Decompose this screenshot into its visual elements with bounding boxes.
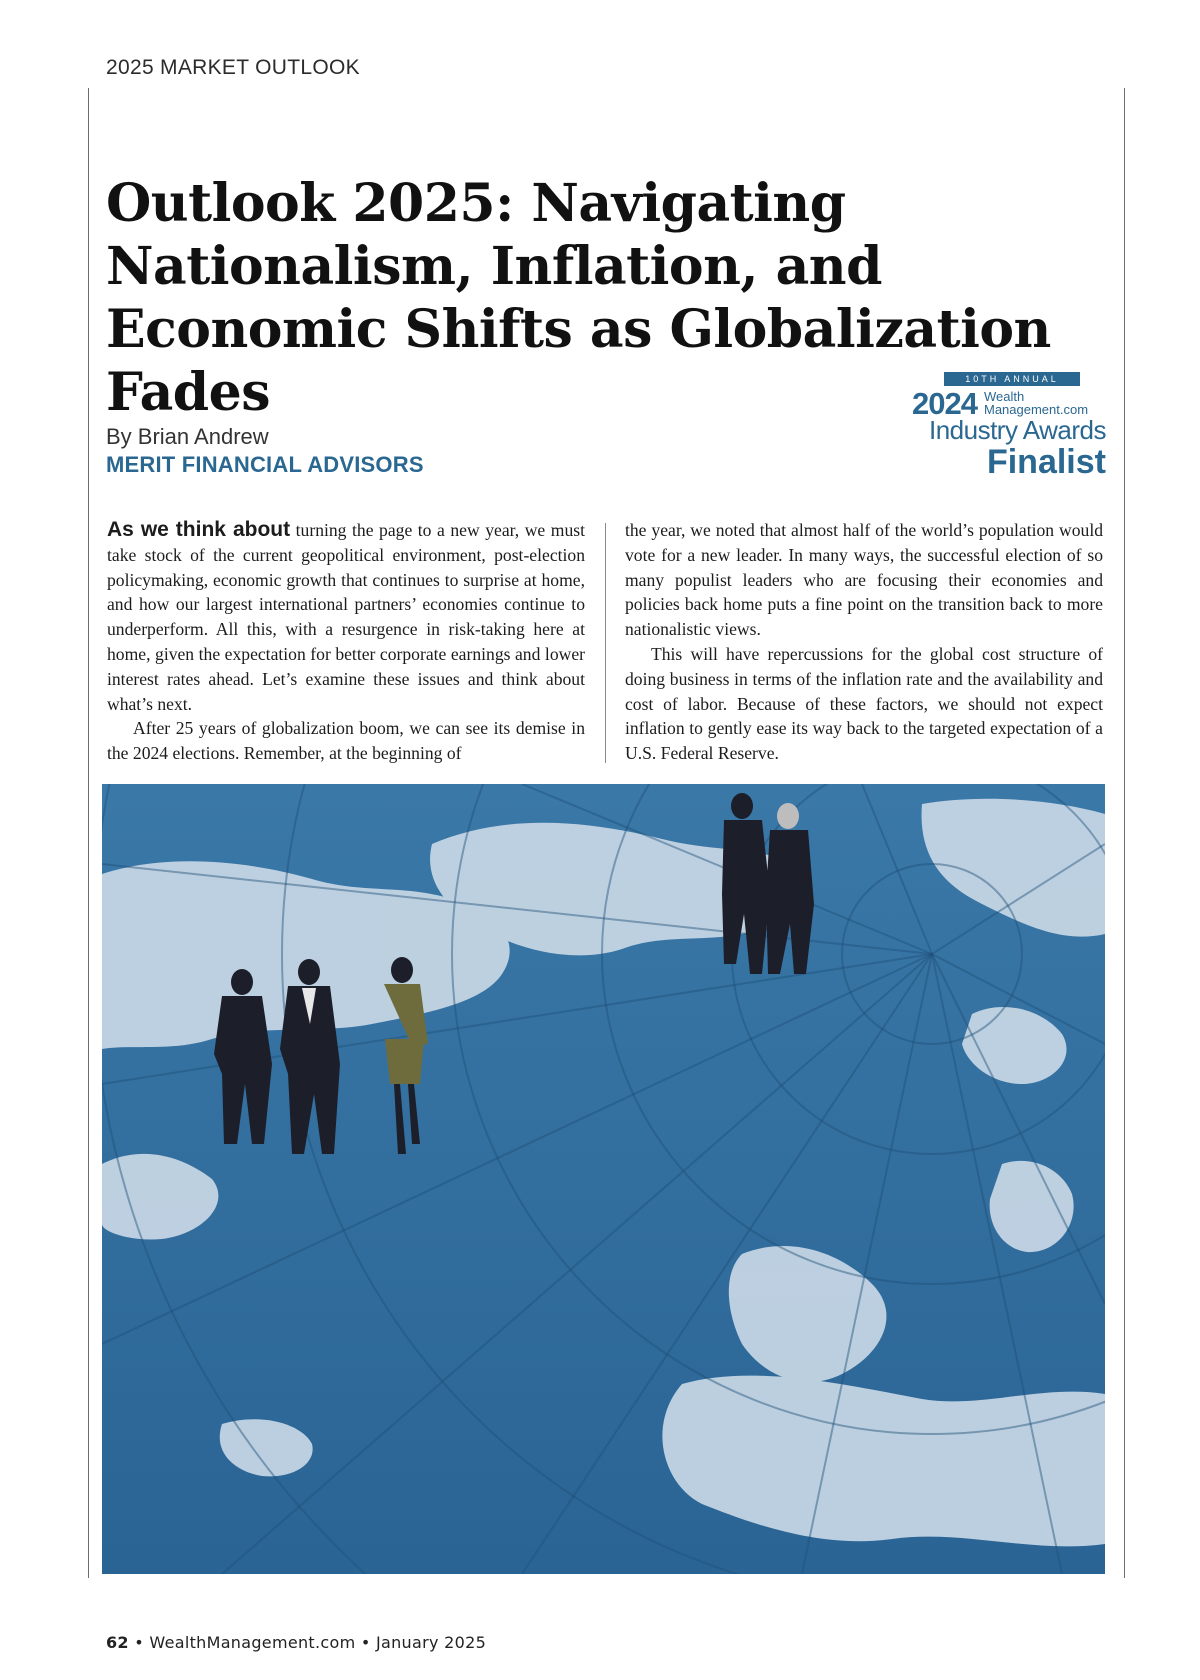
article-column-2 [625, 518, 1103, 766]
feature-photo-world-map [102, 784, 1105, 1574]
article-paragraph: the year, we noted that almost half of the world’s population would vote for a new leader. In many ways, the successful election of so many populist leaders who are focusing their economies and policies back home puts a fine point on the transition back to more nationalistic views. [625, 520, 1103, 640]
paragraph-text: turning the page to a new year, we must take stock of the current geopolitical environment, post-election policymaking, economic growth that continues to surprise at home, and how our largest international partners’ economies continue to underperform. All this, with a resurgence in risk-taking here at home, given the expectation for better corporate earnings and lower interest rates ahead. Let’s examine these issues and think about what’s next. [107, 520, 585, 714]
footer-separator: • [360, 1633, 371, 1652]
article-title: Outlook 2025: Navigating Nationalism, Inflation, and Economic Shifts as Globalization Fades [106, 173, 1051, 423]
page-number: 62 [106, 1633, 129, 1652]
award-brand-line1: Wealth [984, 389, 1025, 404]
column-divider [605, 523, 606, 763]
award-name: Industry Awards [928, 415, 1106, 445]
award-status: Finalist [986, 443, 1106, 481]
section-label: 2025 MARKET OUTLOOK [106, 56, 360, 79]
award-annual-banner: 10TH ANNUAL [944, 372, 1080, 386]
author-organization: MERIT FINANCIAL ADVISORS [106, 452, 424, 477]
article-paragraph: After 25 years of globalization boom, we can see its demise in the 2024 elections. Remember, at the beginning of [107, 718, 585, 764]
award-badge [900, 372, 1106, 480]
article-column-1 [107, 518, 585, 766]
footer-site: WealthManagement.com [149, 1633, 356, 1652]
lead-in: As we think about [107, 518, 291, 541]
page-footer [106, 1633, 486, 1652]
footer-date: January 2025 [375, 1633, 487, 1652]
author-byline: By Brian Andrew [106, 424, 269, 449]
world-map-illustration [102, 784, 1105, 1574]
award-year: 2024 [912, 386, 977, 421]
award-brand-line2: Management.com [984, 402, 1089, 417]
article-paragraph [107, 518, 585, 716]
right-column-rule [1124, 88, 1125, 1578]
footer-separator: • [134, 1633, 145, 1652]
left-column-rule [88, 88, 89, 1578]
article-paragraph: This will have repercussions for the global cost structure of doing business in terms of the inflation rate and the availability and cost of labor. Because of these factors, we should not expect inflation to gently ease its way back to the targeted expectation of a U.S. Federal Reserve. [625, 643, 1103, 764]
